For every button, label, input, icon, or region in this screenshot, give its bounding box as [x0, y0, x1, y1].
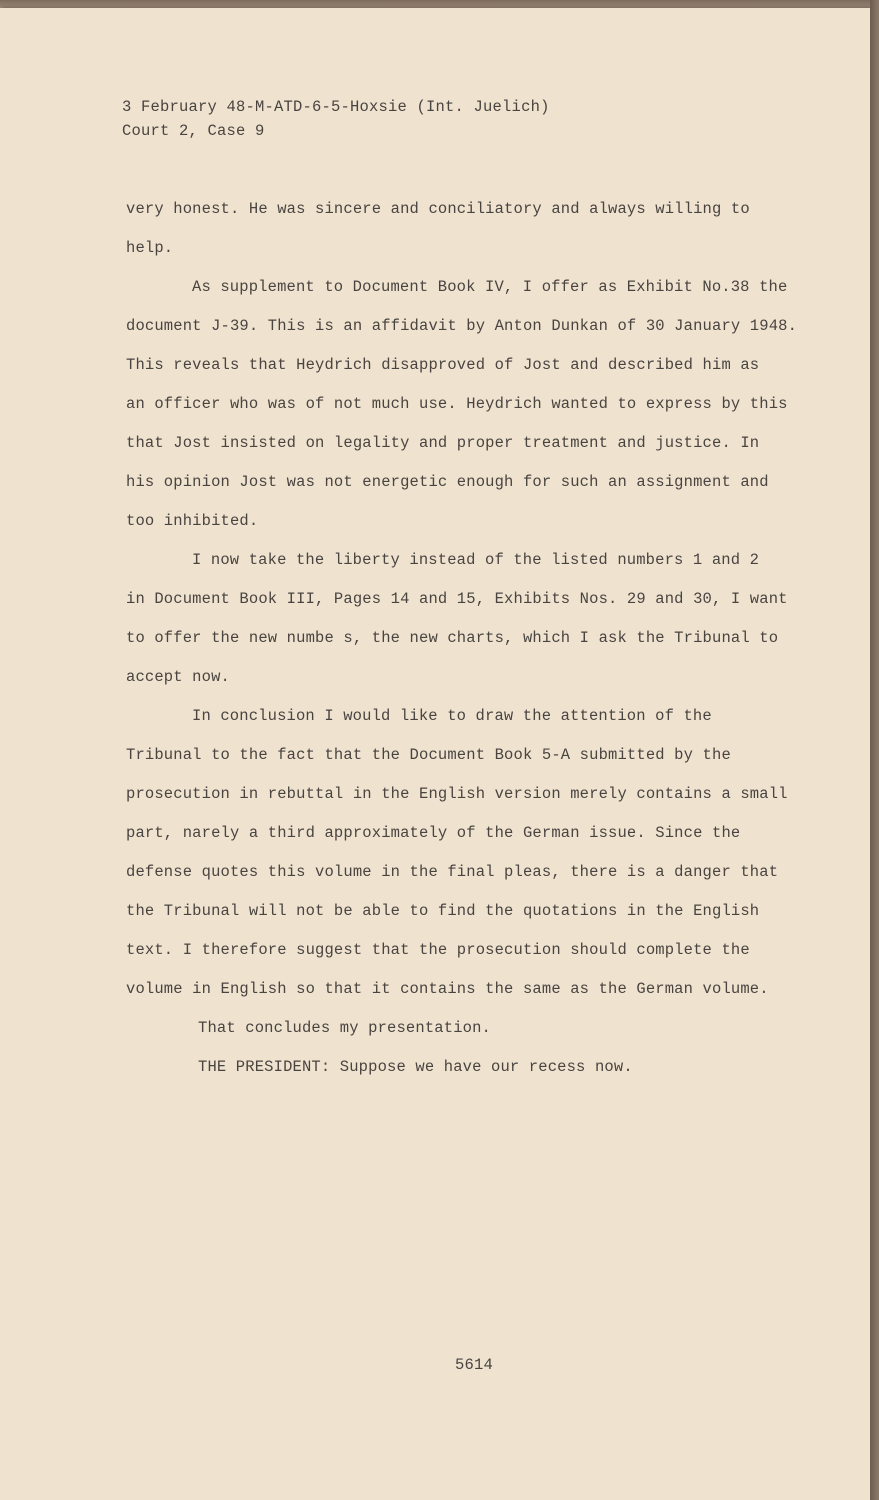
- body-line: document J-39. This is an affidavit by Anton Dunkan of 30 January 1948.: [126, 317, 798, 335]
- page-right-edge: [870, 0, 879, 1500]
- body-line: That concludes my presentation.: [198, 1019, 491, 1037]
- transcript-body: [126, 190, 806, 1087]
- body-line: help.: [126, 239, 174, 257]
- body-line: very honest. He was sincere and conciliatory and always willing to: [126, 200, 750, 218]
- body-line: to offer the new numbe s, the new charts, which I ask the Tribunal to: [126, 629, 779, 647]
- body-line: that Jost insisted on legality and proper treatment and justice. In: [126, 434, 760, 452]
- body-line: accept now.: [126, 668, 230, 686]
- body-line: volume in English so that it contains the same as the German volume.: [126, 980, 769, 998]
- body-line: THE PRESIDENT: Suppose we have our recess now.: [198, 1058, 633, 1076]
- body-line: As supplement to Document Book IV, I offer as Exhibit No.38 the: [192, 278, 788, 296]
- body-line: too inhibited.: [126, 512, 259, 530]
- header-line-1: 3 February 48-M-ATD-6-5-Hoxsie (Int. Juelich): [122, 98, 550, 116]
- body-line: I now take the liberty instead of the listed numbers 1 and 2: [192, 551, 760, 569]
- body-line: his opinion Jost was not energetic enough for such an assignment and: [126, 473, 769, 491]
- body-line: Tribunal to the fact that the Document Book 5-A submitted by the: [126, 746, 731, 764]
- body-line: part, narely a third approximately of the German issue. Since the: [126, 824, 741, 842]
- page-number: 5614: [455, 1356, 494, 1374]
- body-line: an officer who was of not much use. Heydrich wanted to express by this: [126, 395, 788, 413]
- body-line: in Document Book III, Pages 14 and 15, Exhibits Nos. 29 and 30, I want: [126, 590, 788, 608]
- body-line: In conclusion I would like to draw the attention of the: [192, 707, 712, 725]
- header-line-2: Court 2, Case 9: [122, 122, 265, 140]
- body-line: defense quotes this volume in the final pleas, there is a danger that: [126, 863, 779, 881]
- page-top-edge: [0, 0, 879, 8]
- body-line: prosecution in rebuttal in the English version merely contains a small: [126, 785, 788, 803]
- body-line: text. I therefore suggest that the prosecution should complete the: [126, 941, 750, 959]
- body-line: the Tribunal will not be able to find the quotations in the English: [126, 902, 760, 920]
- body-line: This reveals that Heydrich disapproved of Jost and described him as: [126, 356, 760, 374]
